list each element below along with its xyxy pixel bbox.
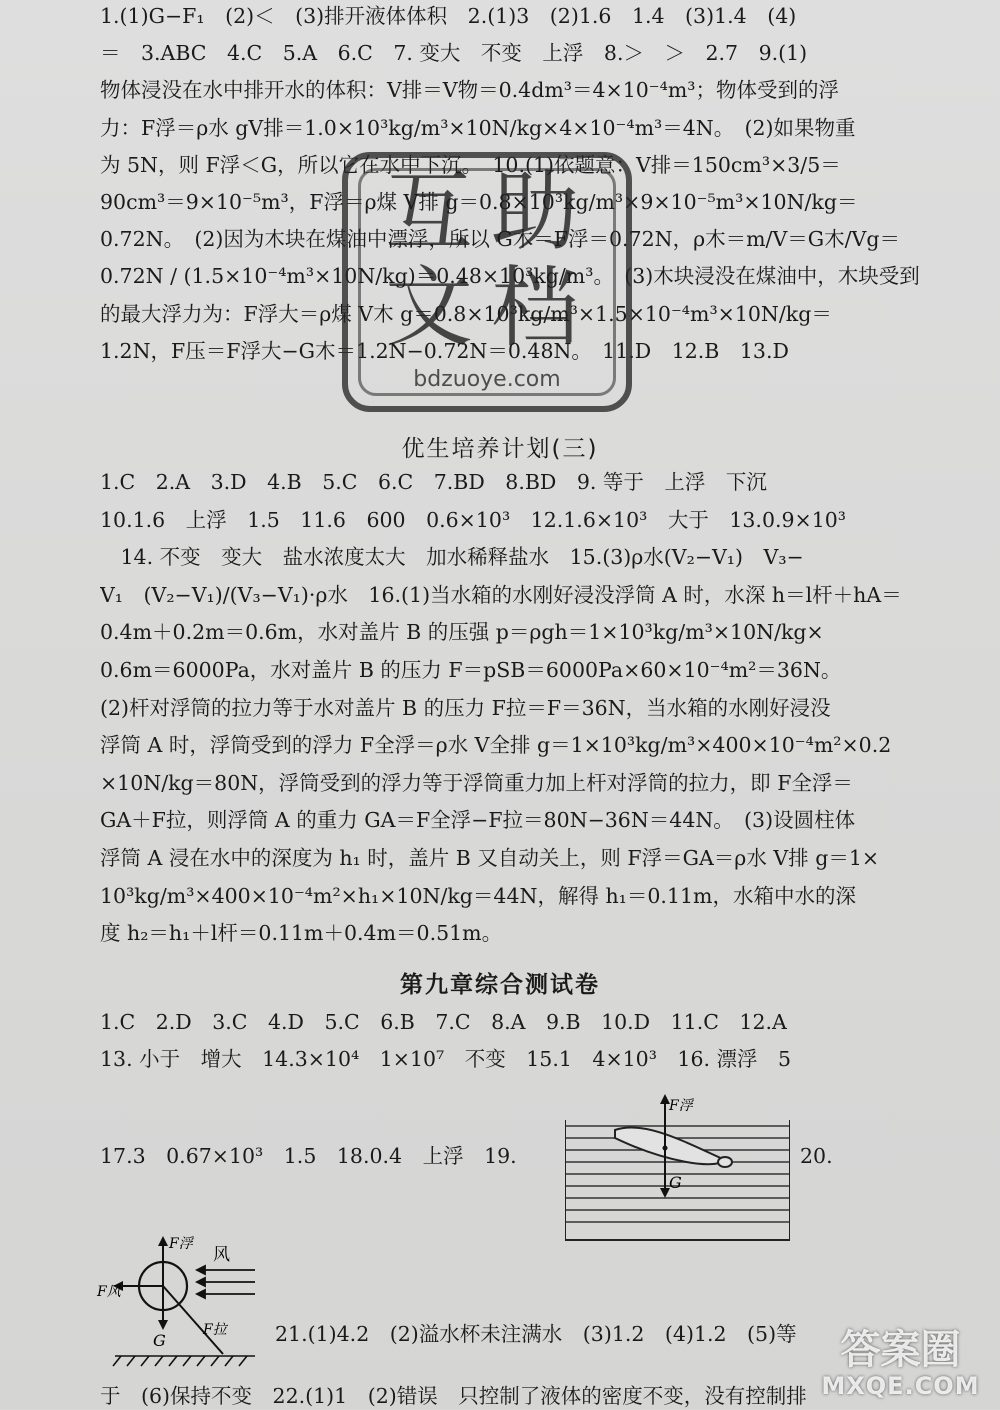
label-gravity: G (669, 1173, 682, 1192)
object-tail (718, 1157, 732, 1167)
label-f-wind: F风 (97, 1284, 121, 1300)
label-f-pull: F拉 (203, 1322, 227, 1338)
answer-line: 力：F浮＝ρ水 gV排＝1.0×10³kg/m³×10N/kg×4×10⁻⁴m³＝4N。 (2)如果物重 (100, 115, 856, 140)
answer-line: 13. 小于 增大 14.3×10⁴ 1×10⁷ 不变 15.1 4×10³ 16. 漂浮 5 (100, 1047, 792, 1071)
corner-logo (808, 1328, 993, 1406)
label-f-buoyancy: F浮 (669, 1098, 693, 1114)
answer-line: V₁ (V₂−V₁)/(V₃−V₁)·ρ水 16.(1)当水箱的水刚好浸没浮筒 A 时，水深 h＝l杆＋hA＝ (100, 582, 902, 607)
stamp-characters: 互助文档 (384, 160, 597, 359)
answer-line: 10.1.6 上浮 1.5 11.6 600 0.6×10³ 12.1.6×10³ 大于 13.0.9×10³ (100, 507, 847, 532)
figure-20-balloon-diagram (95, 1230, 270, 1370)
answer-line: 物体浸没在水中排开水的体积：V排＝V物＝0.4dm³＝4×10⁻⁴m³；物体受到的浮 (100, 78, 839, 103)
answer-line: 14. 不变 变大 盐水浓度太大 加水稀释盐水 15.(3)ρ水(V₂−V₁) V₃− (100, 545, 804, 570)
answer-line: 10³kg/m³×400×10⁻⁴m²×h₁×10N/kg＝44N，解得 h₁＝0.11m，水箱中水的深 (100, 883, 856, 908)
answer-line-17-19: 17.3 0.67×10³ 1.5 18.0.4 上浮 19. (100, 1144, 517, 1168)
answer-line: 0.6m＝6000Pa，水对盖片 B 的压力 F＝pSB＝6000Pa×60×10⁻⁴m²＝36N。 (100, 658, 842, 682)
answer-line: 度 h₂＝h₁＋l杆＝0.11m＋0.4m＝0.51m。 (100, 921, 503, 946)
answer-line: GA＋F拉，则浮筒 A 的重力 GA＝F全浮−F拉＝80N−36N＝44N。 (3)设圆柱体 (100, 808, 856, 833)
answer-line: 0.4m＋0.2m＝0.6m，水对盖片 B 的压强 p＝ρgh＝1×10³kg/m³×10N/kg× (100, 620, 824, 645)
ground (113, 1356, 255, 1366)
logo-url: MXQE.COM (821, 1372, 980, 1400)
answer-line: 为 5N，则 F浮＜G，所以它在水中下沉。 10.(1)依题意：V排＝150cm³×3/5＝ (100, 152, 841, 177)
answer-line: 0.72N / (1.5×10⁻⁴m³×10N/kg)＝0.48×10³kg/m³。 (3)木块浸没在煤油中，木块受到 (100, 264, 920, 289)
wind-arrows (197, 1266, 255, 1298)
tether-line (163, 1286, 223, 1354)
answer-line: 1.C 2.A 3.D 4.B 5.C 6.C 7.BD 8.BD 9. 等于 上浮 下沉 (100, 470, 767, 494)
watermark-stamp (342, 152, 632, 412)
label-f-up: F浮 (169, 1236, 193, 1252)
logo-title: 答案圈 (840, 1327, 961, 1373)
answer-line: ×10N/kg＝80N，浮筒受到的浮力等于浮筒重力加上杆对浮筒的拉力，即 F全浮＝ (100, 770, 853, 795)
submerged-object (615, 1127, 725, 1164)
answer-line: 1.2N，F压＝F浮大−G木＝1.2N−0.72N＝0.48N。 11.D 12.B 13.D (100, 338, 789, 363)
answer-line-22: 于 (6)保持不变 22.(1)1 (2)错误 只控制了液体的密度不变，没有控制排 (100, 1384, 807, 1408)
answer-line: 1.C 2.D 3.C 4.D 5.C 6.B 7.C 8.A 9.B 10.D 11.C 12.A (100, 1010, 787, 1034)
answer-line: 浮筒 A 浸在水中的深度为 h₁ 时，盖片 B 又自动关上，则 F浮＝GA＝ρ水 V排 g＝1× (100, 846, 880, 870)
label-g: G (153, 1331, 166, 1350)
answer-line: 浮筒 A 时，浮筒受到的浮力 F全浮＝ρ水 V全排 g＝1×10³kg/m³×400×10⁻⁴m²×0.2 (100, 733, 892, 758)
up-arrow-head (158, 1236, 168, 1246)
center-point (663, 1146, 668, 1151)
section-heading-chapter9-test: 第九章综合测试卷 (400, 972, 600, 998)
answer-line-20-label: 20. (800, 1144, 833, 1168)
answer-line: 的最大浮力为：F浮大＝ρ煤 V木 g＝0.8×10³kg/m³×1.5×10⁻⁴m³×10N/kg＝ (100, 301, 832, 326)
answer-line: 90cm³＝9×10⁻⁵m³，F浮＝ρ煤 V排 g＝0.8×10³kg/m³×9×10⁻⁵m³×10N/kg＝ (100, 190, 858, 214)
answer-line: 1.(1)G−F₁ (2)＜ (3)排开液体体积 2.(1)3 (2)1.6 1.4 (3)1.4 (4) (100, 4, 797, 28)
figure-19-buoyancy-diagram (565, 1090, 790, 1250)
section-heading-youshengpeiyang: 优生培养计划(三) (401, 436, 599, 462)
stamp-url: bdzuoye.com (413, 367, 561, 392)
label-wind: 风 (213, 1245, 230, 1265)
answer-line: ＝ 3.ABC 4.C 5.A 6.C 7. 变大 不变 上浮 8.＞ ＞ 2.7 9.(1) (100, 41, 808, 66)
answer-line-21: 21.(1)4.2 (2)溢水杯未注满水 (3)1.2 (4)1.2 (5)等 (275, 1322, 797, 1346)
answer-line: 0.72N。 (2)因为木块在煤油中漂浮，所以 G木＝F浮＝0.72N，ρ木＝m/V＝G木/Vg＝ (100, 227, 900, 252)
down-arrow-head (158, 1320, 168, 1330)
answer-line: (2)杆对浮筒的拉力等于水对盖片 B 的压力 F拉＝F＝36N，当水箱的水刚好浸没 (100, 695, 831, 720)
